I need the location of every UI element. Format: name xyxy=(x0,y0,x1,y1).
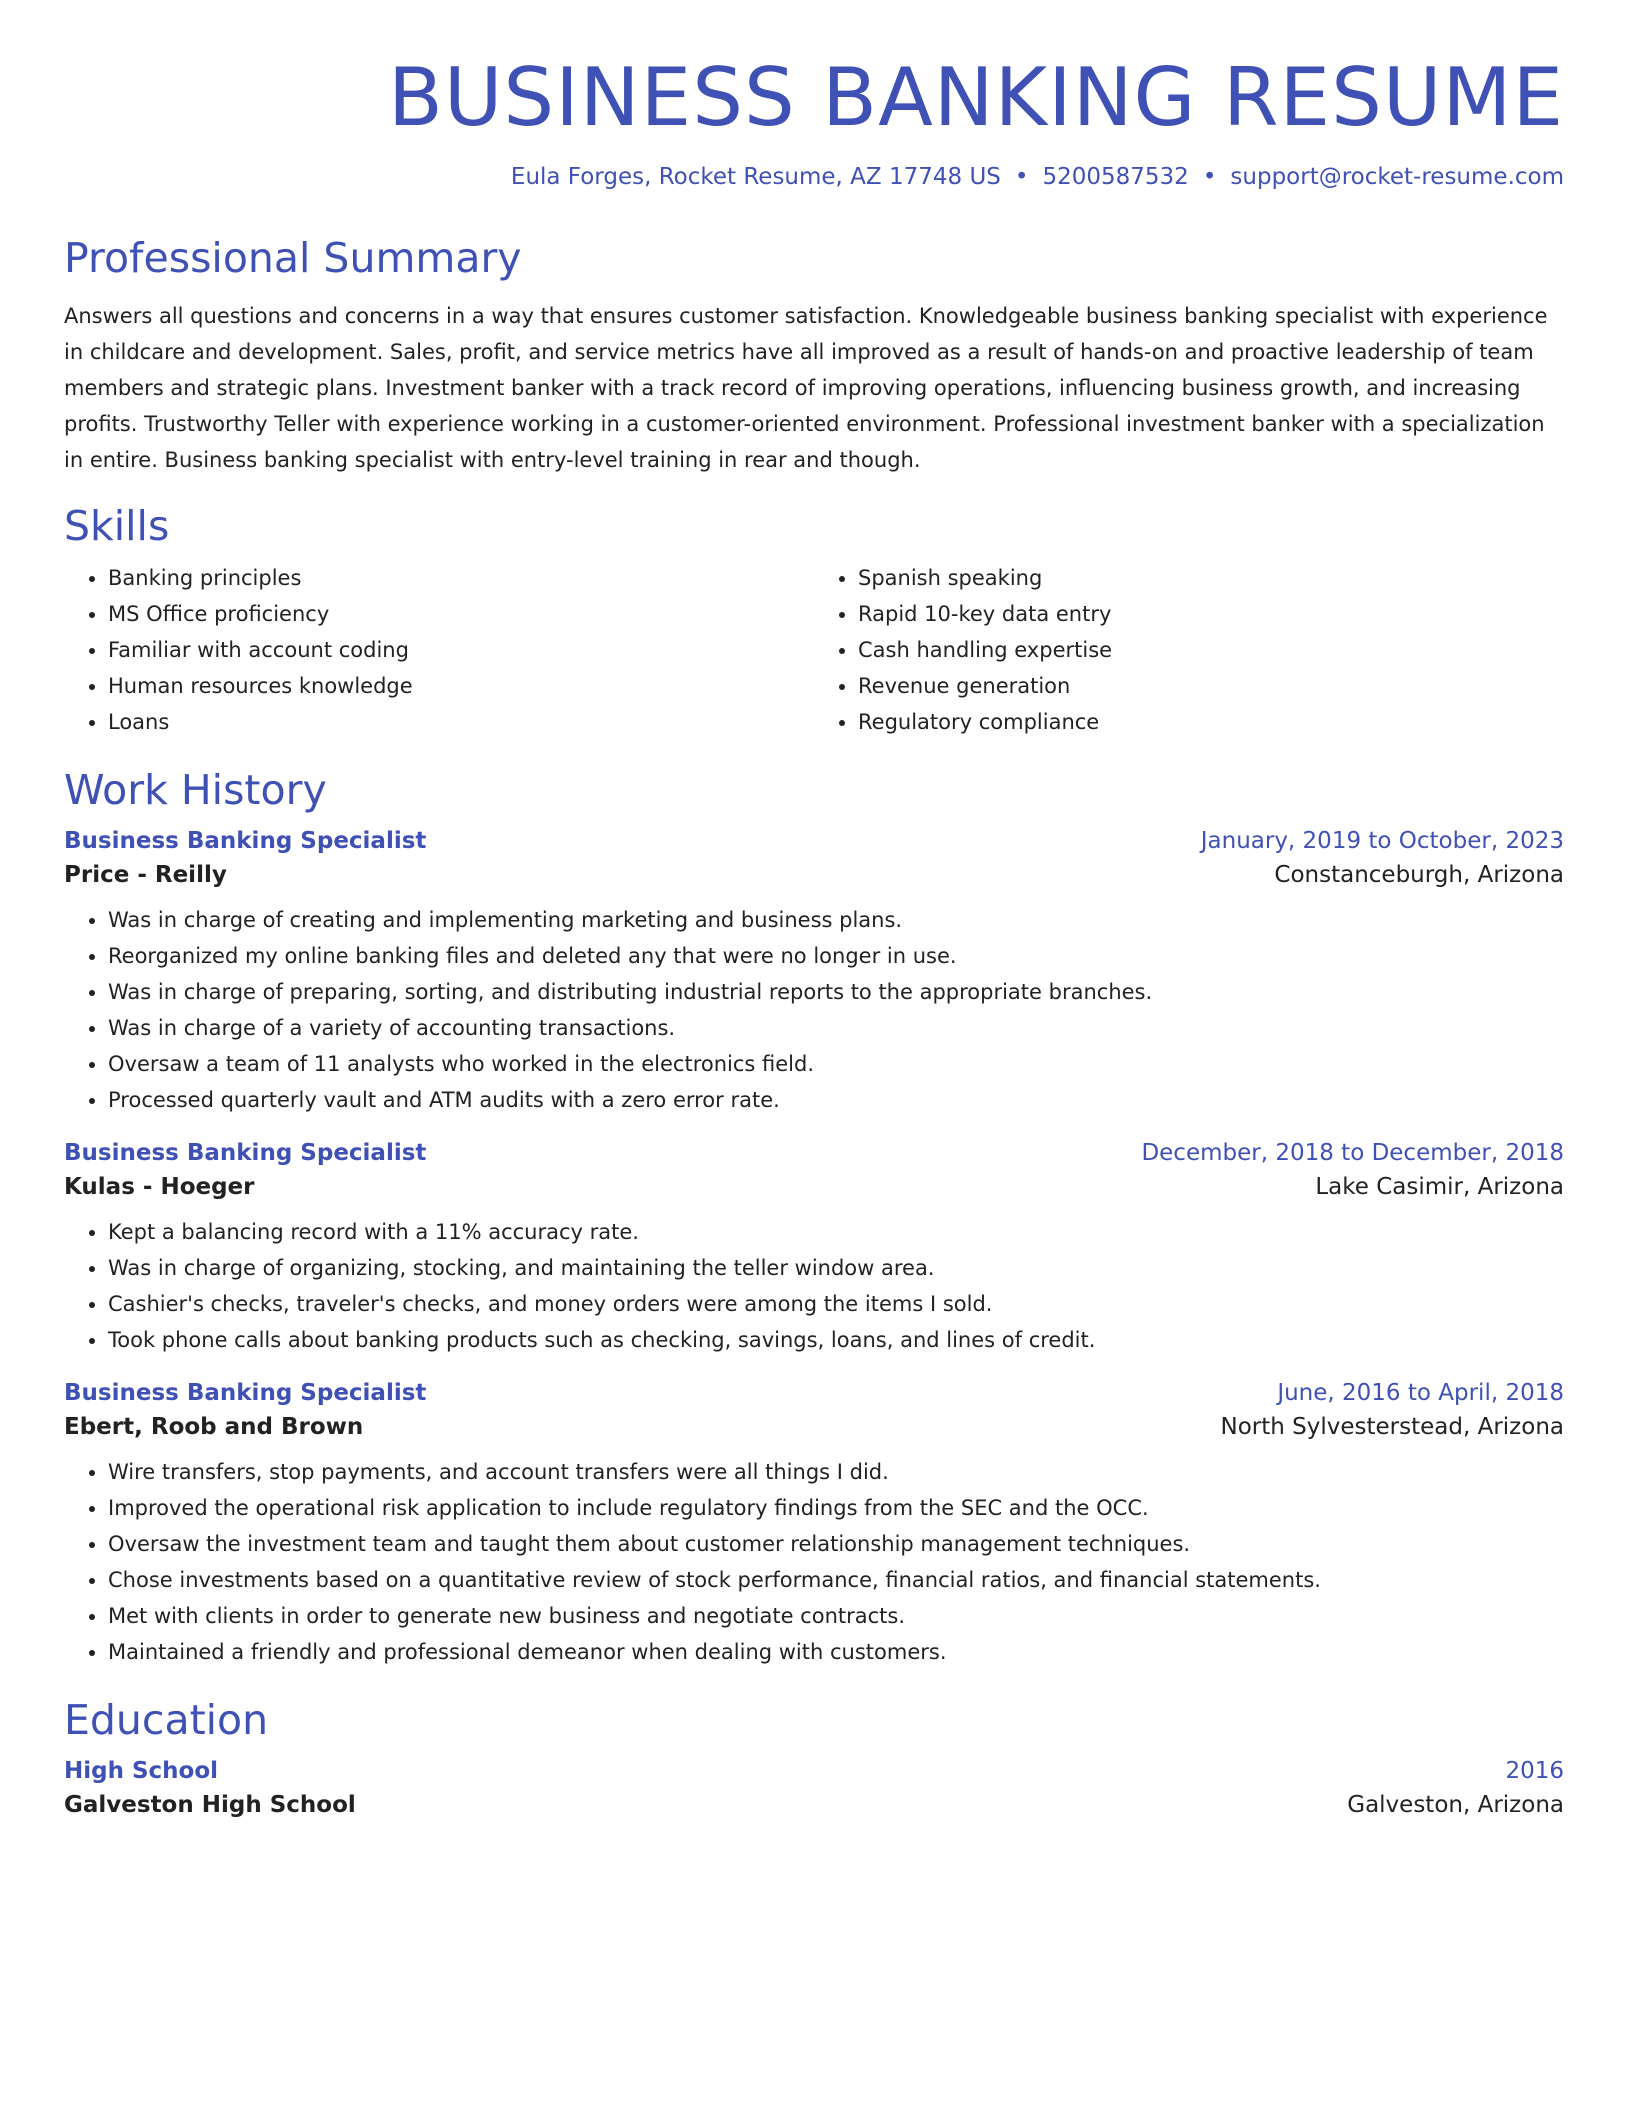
job-header xyxy=(64,1140,1564,1166)
skill-item: • Regulatory compliance xyxy=(858,704,1564,740)
job-bullet: • Improved the operational risk application to include regulatory findings from the SEC and the OCC. xyxy=(108,1490,1564,1526)
job-location: North Sylvesterstead, Arizona xyxy=(1220,1414,1564,1440)
skill-item: • Cash handling expertise xyxy=(858,632,1564,668)
education-header xyxy=(64,1758,1564,1784)
skill-item: • Rapid 10-key data entry xyxy=(858,596,1564,632)
job-subheader xyxy=(64,1174,1564,1200)
job-bullet: • Wire transfers, stop payments, and account transfers were all things I did. xyxy=(108,1454,1564,1490)
job-bullet: • Oversaw a team of 11 analysts who worked in the electronics field. xyxy=(108,1046,1564,1082)
job-bullet: • Took phone calls about banking products such as checking, savings, loans, and lines of credit. xyxy=(108,1322,1564,1358)
job-location: Constanceburgh, Arizona xyxy=(1274,862,1564,888)
skills-heading: Skills xyxy=(64,502,170,550)
job-bullet: • Oversaw the investment team and taught them about customer relationship management techniques. xyxy=(108,1526,1564,1562)
skills-list xyxy=(64,560,1564,740)
skills-column-left xyxy=(64,560,814,740)
job-dates: December, 2018 to December, 2018 xyxy=(1141,1140,1564,1166)
job-company: Kulas - Hoeger xyxy=(64,1174,255,1200)
skill-item: • MS Office proficiency xyxy=(108,596,814,632)
job-bullet: • Was in charge of organizing, stocking, and maintaining the teller window area. xyxy=(108,1250,1564,1286)
job-bullet: • Processed quarterly vault and ATM audits with a zero error rate. xyxy=(108,1082,1564,1118)
job-subheader xyxy=(64,862,1564,888)
job-bullet: • Was in charge of a variety of accounting transactions. xyxy=(108,1010,1564,1046)
job-entry xyxy=(64,828,1564,1118)
job-bullet: • Kept a balancing record with a 11% accuracy rate. xyxy=(108,1214,1564,1250)
job-header xyxy=(64,828,1564,854)
job-dates: January, 2019 to October, 2023 xyxy=(1200,828,1564,854)
job-title: Business Banking Specialist xyxy=(64,1140,427,1166)
job-bullet: • Was in charge of creating and implementing marketing and business plans. xyxy=(108,902,1564,938)
job-entry xyxy=(64,1380,1564,1670)
job-company: Price - Reilly xyxy=(64,862,227,888)
job-bullet: • Maintained a friendly and professional demeanor when dealing with customers. xyxy=(108,1634,1564,1670)
job-bullet: • Cashier's checks, traveler's checks, and money orders were among the items I sold. xyxy=(108,1286,1564,1322)
contact-separator: • xyxy=(1202,164,1217,190)
skill-item: • Banking principles xyxy=(108,560,814,596)
education-year: 2016 xyxy=(1505,1758,1564,1784)
job-location: Lake Casimir, Arizona xyxy=(1315,1174,1564,1200)
contact-phone: 5200587532 xyxy=(1042,164,1189,190)
job-bullets xyxy=(64,902,1564,1118)
job-bullets xyxy=(64,1214,1564,1358)
skills-column-right xyxy=(814,560,1564,740)
job-subheader xyxy=(64,1414,1564,1440)
resume-page xyxy=(64,51,1564,1840)
contact-separator: • xyxy=(1014,164,1029,190)
skill-item: • Loans xyxy=(108,704,814,740)
job-bullet: • Chose investments based on a quantitative review of stock performance, financial ratios, and financial statements. xyxy=(108,1562,1564,1598)
education-subheader xyxy=(64,1792,1564,1818)
job-bullet: • Reorganized my online banking files and deleted any that were no longer in use. xyxy=(108,938,1564,974)
skill-item: • Spanish speaking xyxy=(858,560,1564,596)
contact-address: Eula Forges, Rocket Resume, AZ 17748 US xyxy=(510,164,1001,190)
contact-line xyxy=(64,164,1564,190)
job-bullets xyxy=(64,1454,1564,1670)
resume-title: BUSINESS BANKING RESUME xyxy=(387,51,1564,144)
job-header xyxy=(64,1380,1564,1406)
education-entry xyxy=(64,1758,1564,1818)
job-dates: June, 2016 to April, 2018 xyxy=(1277,1380,1564,1406)
education-heading: Education xyxy=(64,1696,269,1744)
skill-item: • Revenue generation xyxy=(858,668,1564,704)
job-bullet: • Met with clients in order to generate new business and negotiate contracts. xyxy=(108,1598,1564,1634)
skill-item: • Familiar with account coding xyxy=(108,632,814,668)
summary-heading: Professional Summary xyxy=(64,234,522,282)
skill-item: • Human resources knowledge xyxy=(108,668,814,704)
education-school: Galveston High School xyxy=(64,1792,356,1818)
job-title: Business Banking Specialist xyxy=(64,1380,427,1406)
job-title: Business Banking Specialist xyxy=(64,828,427,854)
contact-email: support@rocket-resume.com xyxy=(1230,164,1564,190)
job-bullet: • Was in charge of preparing, sorting, and distributing industrial reports to the appropriate branches. xyxy=(108,974,1564,1010)
education-location: Galveston, Arizona xyxy=(1347,1792,1564,1818)
job-entry xyxy=(64,1140,1564,1358)
job-company: Ebert, Roob and Brown xyxy=(64,1414,364,1440)
work-history-heading: Work History xyxy=(64,766,327,814)
summary-text: Answers all questions and concerns in a way that ensures customer satisfaction. Knowledgeable business banking specialist with experience in childcare and development. Sales, profit, and service metrics have all improved as a result of hands-on and proactive leadership of team members and strategic plans. Investment banker with a track record of improving operations, influencing business growth, and increasing profits. Trustworthy Teller with experience working in a customer-oriented environment. Professional investment banker with a specialization in entire. Business banking specialist with entry-level training in rear and though. xyxy=(64,304,1548,472)
education-degree: High School xyxy=(64,1758,219,1784)
